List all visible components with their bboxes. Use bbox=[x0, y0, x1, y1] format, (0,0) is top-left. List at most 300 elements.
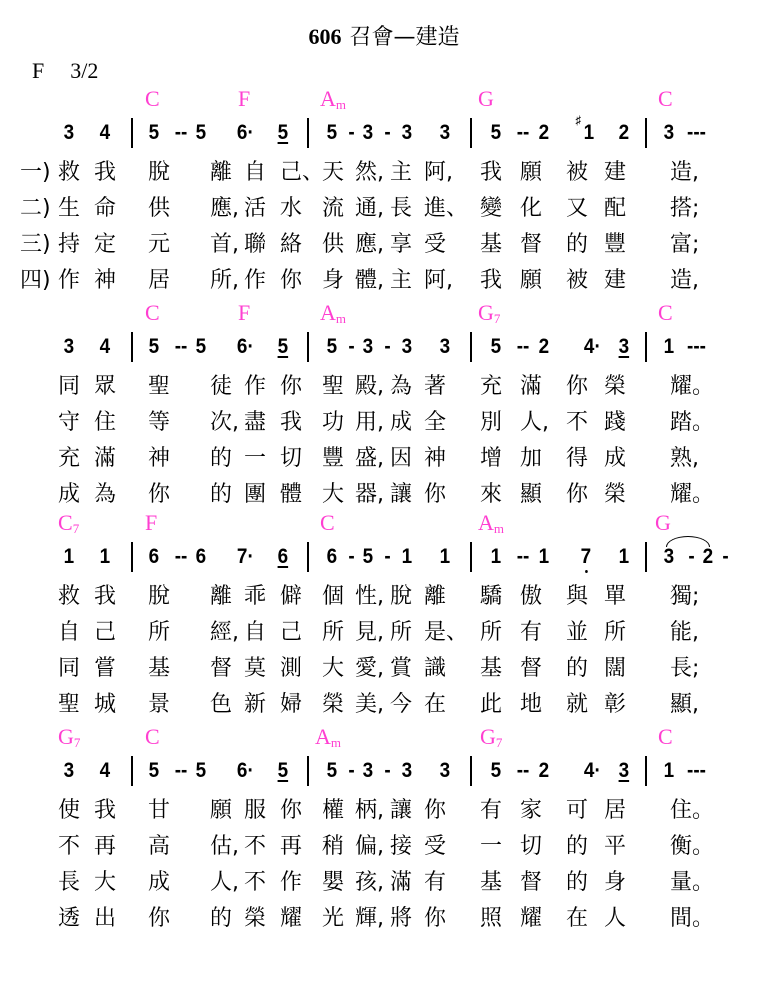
note-value: 3 bbox=[362, 335, 374, 358]
lyric-syllable: 居 bbox=[604, 798, 627, 823]
lyric-syllable: 受 bbox=[424, 834, 447, 859]
lyric-syllable: 來 bbox=[480, 482, 503, 507]
lyric-syllable: 又 bbox=[566, 196, 589, 221]
lyric-syllable: 盡 bbox=[244, 410, 267, 435]
lyric-syllable: 造, bbox=[670, 268, 699, 293]
note bbox=[687, 122, 706, 143]
note-value: 6· bbox=[236, 335, 254, 358]
chord-symbol bbox=[320, 512, 335, 534]
note-value: 3 bbox=[362, 759, 374, 782]
lyric-syllable: 願 bbox=[520, 268, 543, 293]
lyric-syllable: 熟, bbox=[670, 446, 699, 471]
lyric-syllable: 豐 bbox=[322, 446, 345, 471]
lyric-syllable: 大 bbox=[322, 482, 345, 507]
lyric-syllable: 你 bbox=[424, 798, 447, 823]
note bbox=[491, 546, 502, 567]
lyric-syllable: 滿 bbox=[520, 374, 543, 399]
lyric-syllable: 主 bbox=[390, 160, 413, 185]
note bbox=[517, 546, 530, 567]
note-value: - bbox=[348, 759, 355, 782]
note bbox=[237, 546, 254, 567]
note-value: --- bbox=[687, 335, 706, 358]
note-value: 1 bbox=[663, 335, 675, 358]
lyric-syllable: 城 bbox=[94, 692, 117, 717]
note-value: 3 bbox=[663, 121, 675, 144]
notation-row bbox=[0, 546, 768, 576]
note-value: 3 bbox=[362, 121, 374, 144]
lyric-syllable: 接 bbox=[390, 834, 413, 859]
note-value: - bbox=[688, 545, 695, 568]
lyric-syllable: 神 bbox=[424, 446, 447, 471]
lyric-line bbox=[0, 872, 768, 902]
chord-symbol bbox=[320, 302, 346, 325]
note-value: 2 bbox=[702, 545, 714, 568]
note-value: 5 bbox=[148, 335, 160, 358]
lyric-syllable: 輝, bbox=[355, 906, 384, 931]
note bbox=[175, 122, 188, 143]
note-value: 5 bbox=[326, 759, 338, 782]
lyric-syllable: 功 bbox=[322, 410, 345, 435]
lyric-syllable: 你 bbox=[566, 482, 589, 507]
chord-symbol bbox=[655, 512, 671, 534]
note bbox=[196, 122, 207, 143]
note-value: 6 bbox=[277, 545, 289, 568]
lyric-syllable: 就 bbox=[566, 692, 589, 717]
bar-line bbox=[645, 756, 647, 786]
bar-line bbox=[131, 542, 133, 572]
lyric-line bbox=[0, 234, 768, 264]
chord-symbol bbox=[478, 512, 504, 535]
lyric-syllable: 可 bbox=[566, 798, 589, 823]
lyric-syllable: 人, bbox=[520, 410, 549, 435]
note-value: -- bbox=[516, 121, 530, 144]
note-value: 7 bbox=[580, 545, 592, 568]
note bbox=[196, 336, 207, 357]
lyric-syllable: 殿, bbox=[355, 374, 384, 399]
verse-number: 二) bbox=[20, 196, 51, 221]
lyric-syllable: 身 bbox=[322, 268, 345, 293]
chord-symbol bbox=[58, 512, 79, 535]
lyric-syllable: 的 bbox=[566, 834, 589, 859]
note bbox=[100, 760, 111, 781]
note-value: 3 bbox=[618, 335, 630, 358]
lyric-syllable: 大 bbox=[94, 870, 117, 895]
note-value: -- bbox=[516, 545, 530, 568]
lyric-syllable: 建 bbox=[604, 268, 627, 293]
lyric-syllable: 督 bbox=[520, 232, 543, 257]
lyric-syllable: 用, bbox=[355, 410, 384, 435]
chord-quality: 7 bbox=[72, 521, 80, 536]
lyric-syllable: 一 bbox=[244, 446, 267, 471]
note bbox=[539, 760, 550, 781]
note bbox=[440, 122, 451, 143]
note-value: 3 bbox=[63, 121, 75, 144]
lyric-syllable: 我 bbox=[94, 584, 117, 609]
lyric-syllable: 踏。 bbox=[670, 410, 715, 435]
lyric-syllable: 我 bbox=[94, 798, 117, 823]
chord-symbol bbox=[658, 88, 673, 110]
lyric-syllable: 的 bbox=[566, 232, 589, 257]
lyric-syllable: 不 bbox=[244, 834, 267, 859]
lyric-syllable: 將 bbox=[390, 906, 413, 931]
lyric-syllable: 踐 bbox=[604, 410, 627, 435]
note bbox=[619, 122, 630, 143]
lyric-syllable: 水 bbox=[280, 196, 303, 221]
chord-symbol bbox=[58, 726, 80, 749]
lyric-syllable: 活 bbox=[244, 196, 267, 221]
lyric-syllable: 供 bbox=[148, 196, 171, 221]
key-signature bbox=[32, 58, 98, 84]
note bbox=[149, 336, 160, 357]
chord-quality: m bbox=[335, 97, 347, 112]
lyric-syllable: 作 bbox=[58, 268, 81, 293]
lyric-syllable: 住 bbox=[94, 410, 117, 435]
chord-symbol bbox=[145, 88, 160, 110]
lyric-syllable: 離 bbox=[424, 584, 447, 609]
lyric-syllable: 你 bbox=[424, 482, 447, 507]
note-value: - bbox=[384, 335, 391, 358]
lyric-syllable: 離 bbox=[210, 160, 233, 185]
note-value: 1 bbox=[663, 759, 675, 782]
note-value: 4 bbox=[99, 121, 111, 144]
lyric-line bbox=[0, 448, 768, 478]
chord-root: A bbox=[320, 86, 336, 111]
note bbox=[175, 336, 188, 357]
note-value: 5 bbox=[490, 121, 502, 144]
note-value: 3 bbox=[63, 335, 75, 358]
lyric-syllable: 次, bbox=[210, 410, 239, 435]
lyric-syllable: 聖 bbox=[322, 374, 345, 399]
lyric-line bbox=[0, 586, 768, 616]
lyric-syllable: 受 bbox=[424, 232, 447, 257]
note-value: - bbox=[348, 335, 355, 358]
note bbox=[196, 760, 207, 781]
chord-symbol bbox=[478, 302, 500, 325]
note-value: 3 bbox=[401, 759, 413, 782]
lyric-syllable: 造, bbox=[670, 160, 699, 185]
chord-symbol bbox=[315, 726, 341, 749]
note-value: 4· bbox=[583, 335, 601, 358]
lyric-syllable: 自 bbox=[58, 620, 81, 645]
note bbox=[384, 546, 390, 567]
note-value: 1 bbox=[401, 545, 413, 568]
note-value: 3 bbox=[439, 759, 451, 782]
note-value: 6· bbox=[236, 121, 254, 144]
chord-symbol bbox=[320, 88, 346, 111]
lyric-syllable: 甘 bbox=[148, 798, 171, 823]
notation-row bbox=[0, 336, 768, 366]
notation-row bbox=[0, 113, 768, 152]
lyric-syllable: 你 bbox=[148, 906, 171, 931]
note-value: - bbox=[384, 545, 391, 568]
lyric-syllable: 全 bbox=[424, 410, 447, 435]
note bbox=[384, 760, 390, 781]
bar-line bbox=[307, 756, 309, 786]
lyric-syllable: 配 bbox=[604, 196, 627, 221]
note bbox=[363, 336, 374, 357]
lyric-syllable: 獨; bbox=[670, 584, 700, 609]
lyric-syllable: 家 bbox=[520, 798, 543, 823]
lyric-syllable: 為 bbox=[390, 374, 413, 399]
lyric-syllable: 徒 bbox=[210, 374, 233, 399]
chord-root: C bbox=[145, 300, 160, 325]
lyric-syllable: 照 bbox=[480, 906, 503, 931]
lyric-syllable: 讓 bbox=[390, 798, 413, 823]
lyric-syllable: 間。 bbox=[670, 906, 715, 931]
note bbox=[348, 546, 354, 567]
lyric-syllable: 離 bbox=[210, 584, 233, 609]
note-value: -- bbox=[174, 545, 188, 568]
note-value: --- bbox=[687, 759, 706, 782]
note bbox=[539, 122, 550, 143]
lyric-syllable: 你 bbox=[148, 482, 171, 507]
lyric-line bbox=[0, 412, 768, 442]
lyric-syllable: 應, bbox=[210, 196, 239, 221]
note-value: 1 bbox=[490, 545, 502, 568]
time-signature: 3/2 bbox=[70, 58, 99, 83]
lyric-syllable: 滿 bbox=[390, 870, 413, 895]
lyric-syllable: 服 bbox=[244, 798, 267, 823]
lyric-syllable: 身 bbox=[604, 870, 627, 895]
note-value: 2 bbox=[538, 759, 550, 782]
note-value: 2 bbox=[618, 121, 630, 144]
note-value: - bbox=[348, 121, 355, 144]
low-octave-dot bbox=[585, 570, 588, 573]
lyric-syllable: 所 bbox=[604, 620, 627, 645]
lyric-syllable: 等 bbox=[148, 410, 171, 435]
lyric-line bbox=[0, 198, 768, 228]
lyric-syllable: 的 bbox=[210, 906, 233, 931]
lyric-syllable: 同 bbox=[58, 656, 81, 681]
lyric-syllable: 搭; bbox=[670, 196, 700, 221]
lyric-syllable: 所, bbox=[210, 268, 239, 293]
lyric-line bbox=[0, 836, 768, 866]
lyric-syllable: 不 bbox=[566, 410, 589, 435]
lyric-syllable: 個 bbox=[322, 584, 345, 609]
lyric-syllable: 作 bbox=[280, 870, 303, 895]
note bbox=[175, 546, 188, 567]
lyric-syllable: 的 bbox=[210, 446, 233, 471]
note bbox=[100, 336, 111, 357]
chord-root: A bbox=[315, 724, 331, 749]
lyric-syllable: 人 bbox=[604, 906, 627, 931]
key: F bbox=[32, 58, 45, 83]
note-value: --- bbox=[687, 121, 706, 144]
note bbox=[517, 122, 530, 143]
lyric-syllable: 脫 bbox=[148, 160, 171, 185]
lyric-syllable: 被 bbox=[566, 268, 589, 293]
lyric-syllable: 脫 bbox=[148, 584, 171, 609]
lyric-syllable: 美, bbox=[355, 692, 384, 717]
note-value: -- bbox=[174, 335, 188, 358]
lyric-syllable: 天 bbox=[322, 160, 345, 185]
lyric-syllable: 成 bbox=[58, 482, 81, 507]
lyric-syllable: 平 bbox=[604, 834, 627, 859]
lyric-syllable: 住。 bbox=[670, 798, 715, 823]
lyric-syllable: 使 bbox=[58, 798, 81, 823]
bar-line bbox=[470, 118, 472, 148]
hymn-title bbox=[0, 20, 768, 51]
lyric-syllable: 的 bbox=[566, 870, 589, 895]
lyric-syllable: 經, bbox=[210, 620, 239, 645]
note bbox=[402, 122, 413, 143]
lyric-syllable: 富; bbox=[670, 232, 700, 257]
lyric-syllable: 耀。 bbox=[670, 374, 715, 399]
lyric-syllable: 高 bbox=[148, 834, 171, 859]
lyric-syllable: 耀 bbox=[280, 906, 303, 931]
lyric-syllable: 透 bbox=[58, 906, 81, 931]
note bbox=[619, 336, 630, 357]
lyric-syllable: 督 bbox=[520, 870, 543, 895]
note bbox=[327, 546, 338, 567]
lyric-syllable: 識 bbox=[424, 656, 447, 681]
chord-symbol bbox=[238, 302, 250, 324]
note-value: 5 bbox=[326, 335, 338, 358]
lyric-syllable: 驕 bbox=[480, 584, 503, 609]
lyric-syllable: 景 bbox=[148, 692, 171, 717]
lyric-syllable: 與 bbox=[566, 584, 589, 609]
lyric-syllable: 性, bbox=[355, 584, 384, 609]
lyric-syllable: 我 bbox=[480, 160, 503, 185]
chord-quality: 7 bbox=[493, 311, 501, 326]
lyric-syllable: 讓 bbox=[390, 482, 413, 507]
lyric-syllable: 充 bbox=[58, 446, 81, 471]
note bbox=[384, 336, 390, 357]
note-value: -- bbox=[174, 121, 188, 144]
lyric-syllable: 人, bbox=[210, 870, 239, 895]
note-value: 1 bbox=[439, 545, 451, 568]
note-value: 3 bbox=[663, 545, 675, 568]
lyric-syllable: 阿, bbox=[424, 160, 453, 185]
note-value: 1 bbox=[99, 545, 111, 568]
bar-line bbox=[307, 332, 309, 362]
lyric-syllable: 持 bbox=[58, 232, 81, 257]
note bbox=[687, 760, 706, 781]
note bbox=[517, 760, 530, 781]
lyric-syllable: 充 bbox=[480, 374, 503, 399]
lyric-syllable: 應, bbox=[355, 232, 384, 257]
note bbox=[278, 546, 289, 567]
lyric-syllable: 化 bbox=[520, 196, 543, 221]
lyric-syllable: 進、 bbox=[424, 196, 469, 221]
note-value: 3 bbox=[439, 335, 451, 358]
verse-number: 一) bbox=[20, 160, 51, 185]
note-value: 5 bbox=[277, 759, 289, 782]
chord-symbol bbox=[145, 512, 157, 534]
note-value: 3 bbox=[401, 335, 413, 358]
lyric-syllable: 新 bbox=[244, 692, 267, 717]
lyric-syllable: 體, bbox=[355, 268, 384, 293]
bar-line bbox=[470, 542, 472, 572]
note-value: 6 bbox=[148, 545, 160, 568]
note bbox=[100, 122, 111, 143]
chord-root: A bbox=[478, 510, 494, 535]
chord-symbol bbox=[480, 726, 502, 749]
note bbox=[688, 546, 694, 567]
bar-line bbox=[131, 332, 133, 362]
lyric-syllable: 賞 bbox=[390, 656, 413, 681]
bar-line bbox=[470, 756, 472, 786]
lyric-syllable: 定 bbox=[94, 232, 117, 257]
note bbox=[402, 760, 413, 781]
bar-line bbox=[645, 118, 647, 148]
note bbox=[100, 546, 111, 567]
note-value: 2 bbox=[538, 121, 550, 144]
chord-root: A bbox=[320, 300, 336, 325]
chord-symbol bbox=[658, 302, 673, 324]
lyric-syllable: 嬰 bbox=[322, 870, 345, 895]
lyric-syllable: 耀。 bbox=[670, 482, 715, 507]
lyric-syllable: 孩, bbox=[355, 870, 384, 895]
note bbox=[348, 336, 354, 357]
lyric-syllable: 救 bbox=[58, 160, 81, 185]
note-value: 6 bbox=[326, 545, 338, 568]
lyric-syllable: 我 bbox=[94, 160, 117, 185]
lyric-syllable: 團 bbox=[244, 482, 267, 507]
note bbox=[539, 336, 550, 357]
note-value: 5 bbox=[490, 759, 502, 782]
lyric-syllable: 闊 bbox=[604, 656, 627, 681]
lyric-syllable: 命 bbox=[94, 196, 117, 221]
lyric-syllable: 在 bbox=[424, 692, 447, 717]
lyric-syllable: 榮 bbox=[604, 374, 627, 399]
note bbox=[149, 546, 160, 567]
note bbox=[348, 760, 354, 781]
lyric-syllable: 長 bbox=[58, 870, 81, 895]
lyric-syllable: 通, bbox=[355, 196, 384, 221]
lyric-syllable: 豐 bbox=[604, 232, 627, 257]
lyric-syllable: 督 bbox=[520, 656, 543, 681]
note-value: 5 bbox=[326, 121, 338, 144]
chord-symbol bbox=[145, 726, 160, 748]
lyric-syllable: 你 bbox=[280, 798, 303, 823]
note-value: - bbox=[384, 759, 391, 782]
lyric-syllable: 著 bbox=[424, 374, 447, 399]
note-value: 3 bbox=[401, 121, 413, 144]
lyric-syllable: 阿, bbox=[424, 268, 453, 293]
lyric-syllable: 建 bbox=[604, 160, 627, 185]
bar-line bbox=[307, 542, 309, 572]
note bbox=[327, 336, 338, 357]
lyric-syllable: 你 bbox=[424, 906, 447, 931]
note bbox=[348, 122, 354, 143]
lyric-syllable: 主 bbox=[390, 268, 413, 293]
lyric-syllable: 大 bbox=[322, 656, 345, 681]
lyric-syllable: 愛, bbox=[355, 656, 384, 681]
lyric-syllable: 流 bbox=[322, 196, 345, 221]
note bbox=[664, 336, 675, 357]
chord-root: C bbox=[658, 724, 673, 749]
lyric-syllable: 測 bbox=[280, 656, 303, 681]
note bbox=[149, 122, 160, 143]
lyric-syllable: 你 bbox=[566, 374, 589, 399]
lyric-syllable: 基 bbox=[480, 232, 503, 257]
note bbox=[327, 760, 338, 781]
lyric-syllable: 器, bbox=[355, 482, 384, 507]
note bbox=[237, 336, 254, 357]
lyric-line bbox=[0, 800, 768, 830]
note-value: 6 bbox=[195, 545, 207, 568]
lyric-syllable: 單 bbox=[604, 584, 627, 609]
note-value: 3 bbox=[63, 759, 75, 782]
lyric-syllable: 出 bbox=[94, 906, 117, 931]
lyric-syllable: 今 bbox=[390, 692, 413, 717]
lyric-syllable: 願 bbox=[520, 160, 543, 185]
notation-row bbox=[0, 760, 768, 790]
note bbox=[517, 336, 530, 357]
note-value: 5 bbox=[195, 335, 207, 358]
lyric-syllable: 居 bbox=[148, 268, 171, 293]
